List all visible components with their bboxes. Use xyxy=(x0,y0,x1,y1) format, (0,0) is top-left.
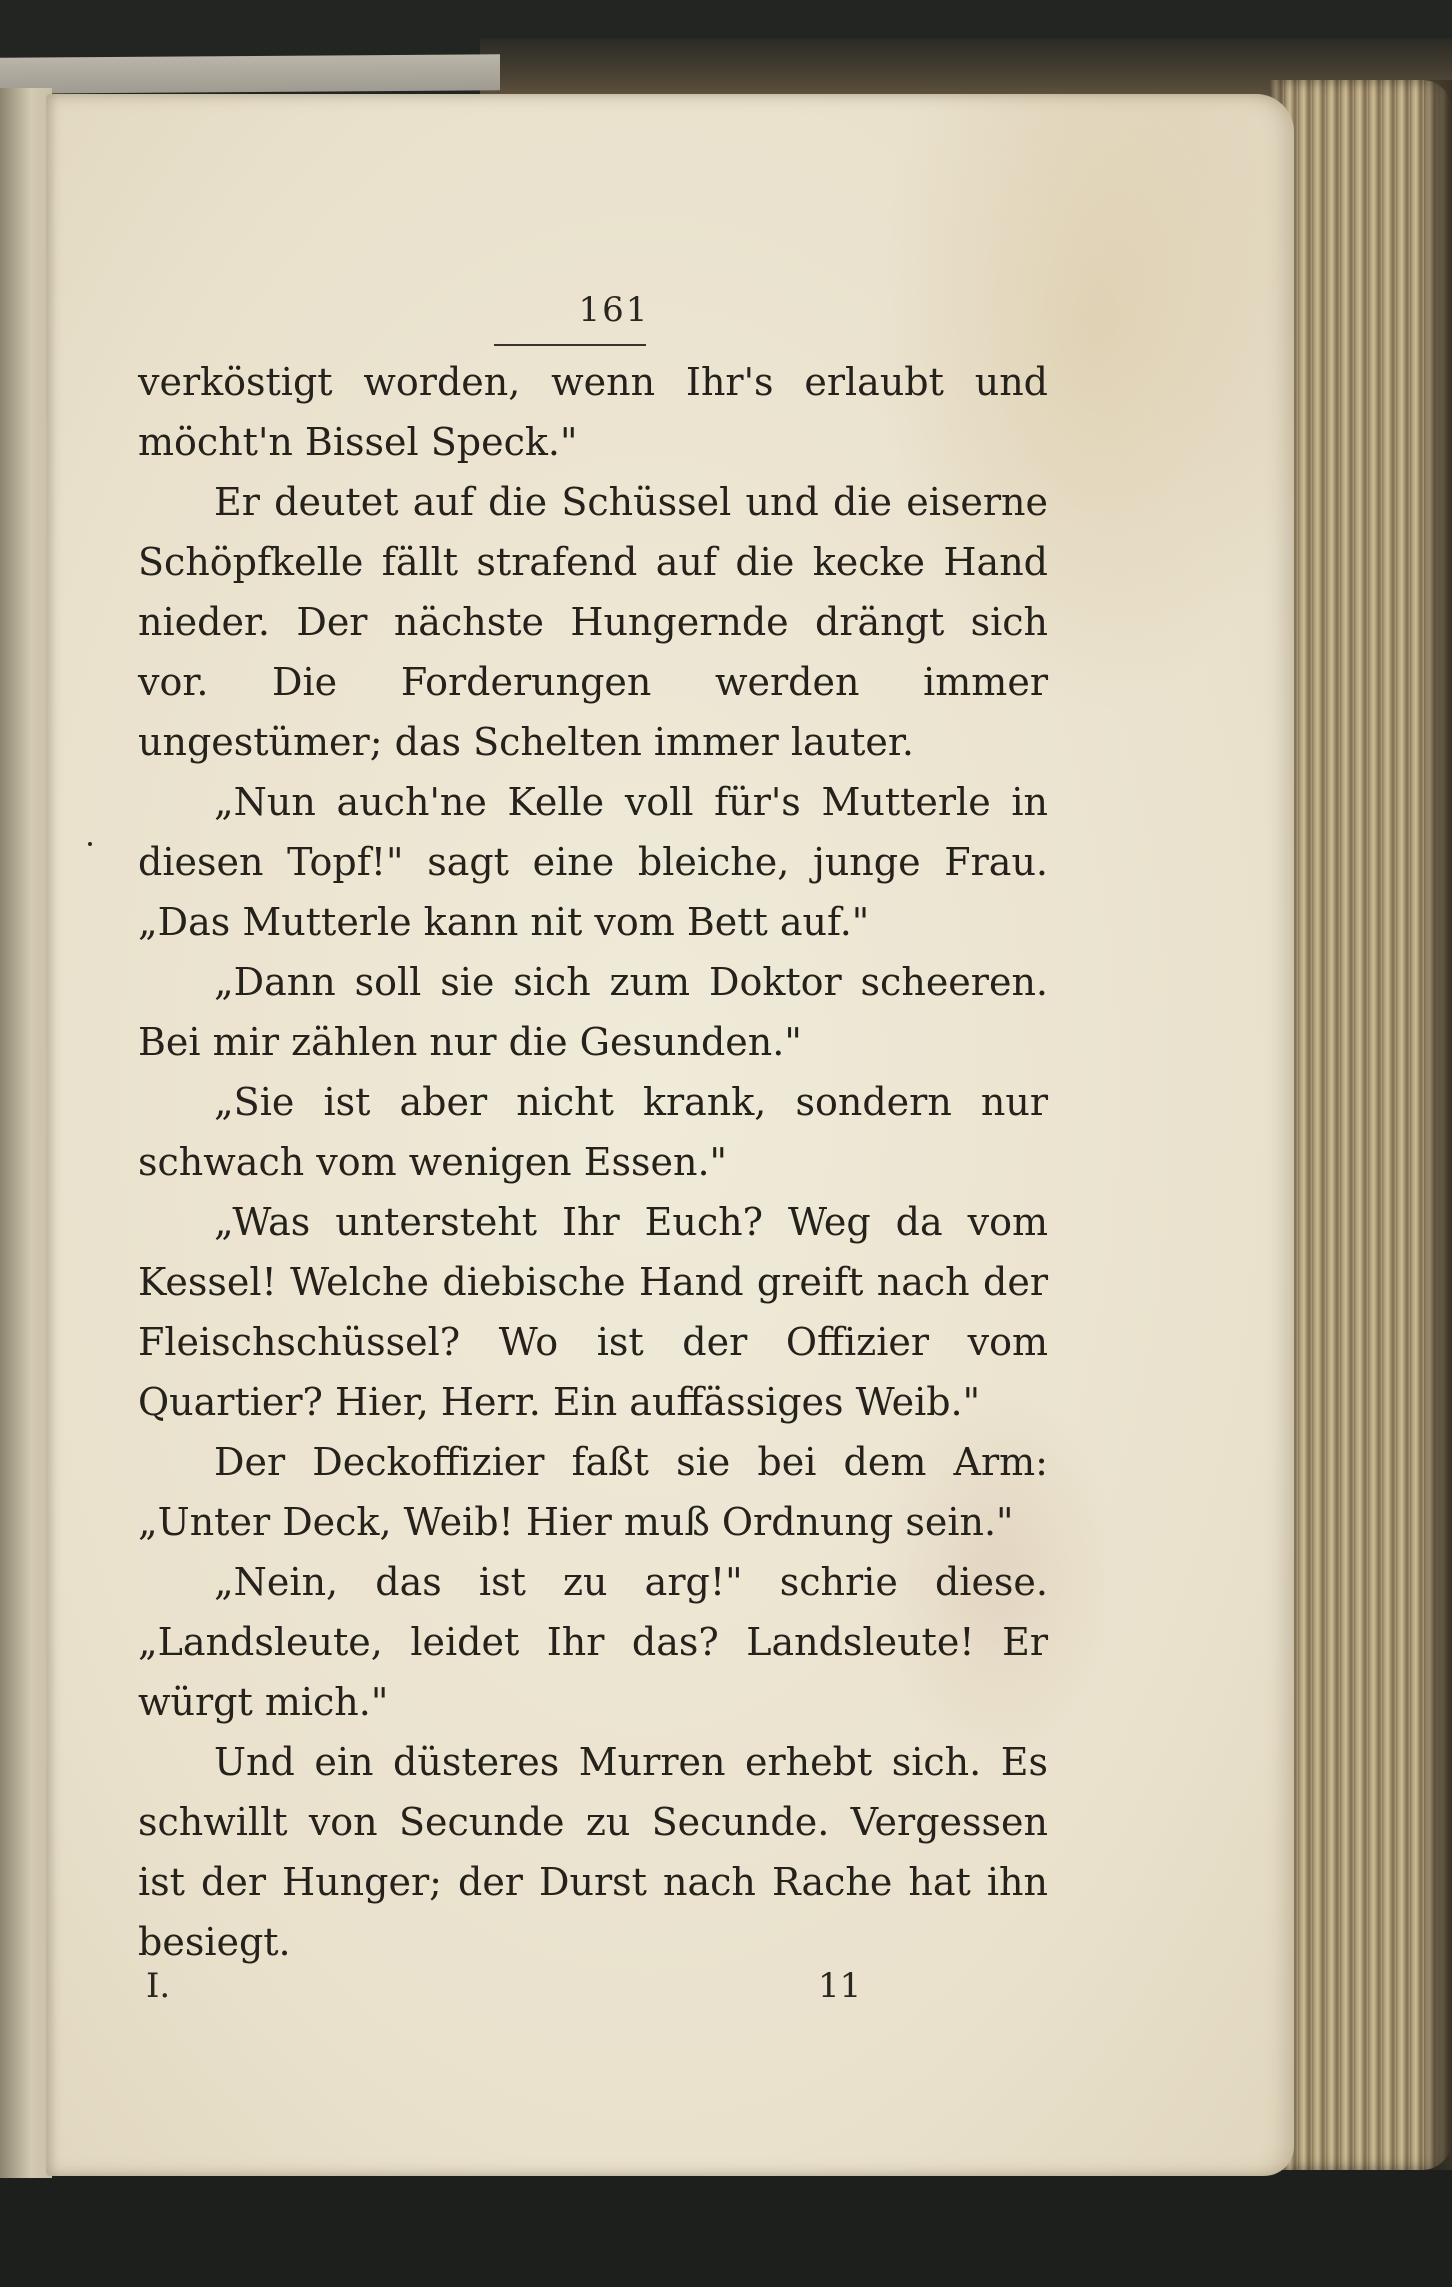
left-page-edge xyxy=(0,88,52,2178)
page-body xyxy=(138,352,1048,1972)
paragraph: „Dann soll sie sich zum Doktor scheeren. Bei mir zählen nur die Gesunden." xyxy=(138,960,1048,1064)
paragraph: Und ein düsteres Murren erhebt sich. Es schwillt von Secunde zu Secunde. Vergessen ist der Hunger; der Durst nach Rache hat ihn besiegt. xyxy=(138,1740,1048,1964)
paragraph: Er deutet auf die Schüssel und die eiserne Schöpfkelle fällt strafend auf die kecke Hand nieder. Der nächste Hungernde drängt sich vor. Die Forderungen werden immer ungestümer; das Schelten immer lauter. xyxy=(138,480,1048,764)
sheet-number: 11 xyxy=(818,1966,862,2006)
paragraph: „Nun auch'ne Kelle voll für's Mutterle in diesen Topf!" sagt eine bleiche, junge Frau. „Das Mutterle kann nit vom Bett auf." xyxy=(138,780,1048,944)
ink-fleck xyxy=(88,842,92,846)
header-rule xyxy=(494,344,646,346)
paper-strip xyxy=(0,54,500,93)
paragraph: verköstigt worden, wenn Ihr's erlaubt und möcht'n Bissel Speck." xyxy=(138,360,1048,464)
paragraph: „Nein, das ist zu arg!" schrie diese. „Landsleute, leidet Ihr das? Landsleute! Er würgt mich." xyxy=(138,1560,1048,1724)
signature-mark: I. xyxy=(146,1966,171,2006)
book-page xyxy=(46,94,1294,2176)
page-number: 161 xyxy=(578,290,650,330)
paragraph: „Sie ist aber nicht krank, sondern nur schwach vom wenigen Essen." xyxy=(138,1080,1048,1184)
paragraph: Der Deckoffizier faßt sie bei dem Arm: „Unter Deck, Weib! Hier muß Ordnung sein." xyxy=(138,1440,1048,1544)
page-edges-stack xyxy=(1270,80,1452,2170)
paragraph: „Was untersteht Ihr Euch? Weg da vom Kessel! Welche diebische Hand greift nach der Fleischschüssel? Wo ist der Offizier vom Quartier? Hier, Herr. Ein auffässiges Weib." xyxy=(138,1200,1048,1424)
